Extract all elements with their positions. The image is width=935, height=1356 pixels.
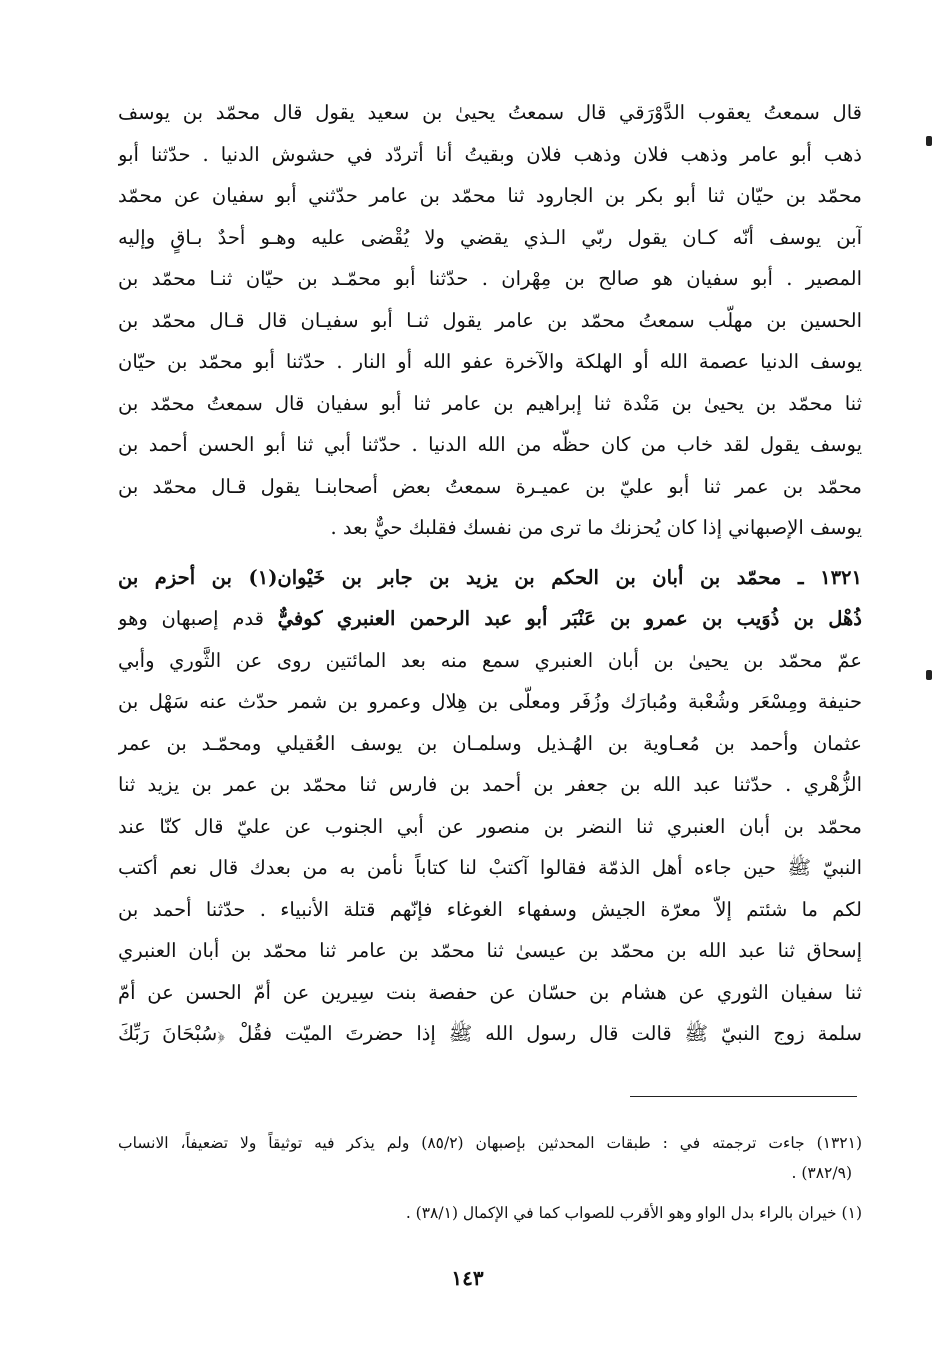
text-line: يوسف الإصبهاني إذا كان يُحزنك ما ترى من نفسك فقلبك حيٌّ بعد . <box>330 516 862 539</box>
text-line: ثنا محمّد بن يحيىٰ بن مَنْدة ثنا إبراهيم بن عامر ثنا أبو سفيان قال سمعتُ محمّد بن <box>118 391 862 415</box>
footnote-1321-line-1: (١٣٢١) جاءت ترجمته في : طبقات المحدثين بإصبهان (٨٥/٢) ولم يذكر فيه توثيقاً ولا تضعيفاً، الانساب <box>118 1134 862 1152</box>
text-line: ذهب أبو عامر وذهب فلان وذهب فلان وبقيتُ أنا أتردّد في حشوش الدنيا . حدّثنا أبو <box>118 142 862 166</box>
entry-heading-line-2 <box>118 598 862 640</box>
margin-mark-middle <box>926 670 932 680</box>
entry-heading: ١٣٢١ ـ محمّد بن أبان بن الحكم بن يزيد بن جابر بن خَيْوان(١) بن أحزم بن <box>118 565 862 589</box>
text-line: قال سمعتُ يعقوب الدَّوْرَقي قال سمعتُ يحيىٰ بن سعيد يقول قال محمّد بن يوسف <box>118 101 862 124</box>
text-line: ثنا سفيان الثوري عن هشام بن حسّان عن حفصة بنت سِيرين عن أمّ الحسن عن أمّ <box>118 980 862 1004</box>
footnote-1321-line-2: (٣٨٢/٩) . <box>791 1164 852 1182</box>
entry-heading-tail: قدم إصبهان وهو <box>118 607 264 630</box>
page-number: ١٤٣ <box>451 1266 484 1290</box>
text-line: النبيّ ﷺ حين جاءه أهل الذمّة فقالوا آكتبْ لنا كتاباً نأمن به من بعدك قال نعم أكتب <box>118 856 862 879</box>
text-line: لكم ما شئتم إلاّ معرّة الجيش وسفهاء الغوغاء فإنّهم قتلة الأنبياء . حدّثنا أحمد بن <box>118 897 862 921</box>
text-line: يوسف يقول لقد خاب من كان حظّه من الله الدنيا . حدّثنا أبي ثنا أبو الحسن أحمد بن <box>118 433 862 456</box>
text-line: عمّ محمّد بن يحيىٰ بن أبان العنبري سمع منه بعد المائتين روى عن الثَّوري وأبي <box>118 648 862 672</box>
text-line: عثمان وأحمد بن مُعـاوية بن الهُـذيل وسلمـان بن يوسف العُقيلي ومحمّـد بن عمر <box>118 731 862 755</box>
text-line: محمّد بن أبان العنبري ثنا النضر بن منصور عن أبي الجنوب عن عليّ قال كنّا عند <box>118 814 862 838</box>
text-line: إسحاق ثنا عبد الله بن محمّد بن عيسىٰ ثنا محمّد بن عامر ثنا محمّد بن أبان العنبري <box>118 939 862 962</box>
text-line: الحسين بن مهلّب سمعتُ محمّد بن عامر يقول ثنـا أبو سفيـان قال قـال محمّد بن <box>118 308 862 332</box>
main-text <box>118 92 862 1055</box>
footnote-1: (١) خيران بالراء بدل الواو وهو الأقرب للصواب كما في الإكمال (٣٨/١) . <box>405 1204 862 1222</box>
text-line: المصير . أبو سفيان هو صالح بن مِهْران . حدّثنا أبو محمّـد بن حيّان ثنـا محمّد بن <box>118 267 862 290</box>
text-line: يوسف الدنيا عصمة الله أو الهلكة والآخرة عفو الله أو النار . حدّثنا أبو محمّد بن حيّان <box>118 350 862 373</box>
text-line: سلمة زوج النبيّ ﷺ قالت قال رسول الله ﷺ إذا حضرتَ الميّت فقُلْ ﴿سُبْحَانَ رَبِّكَ <box>118 1022 862 1045</box>
text-line: محمّد بن حيّان ثنا أبو بكر بن الجارود ثنا محمّد بن عامر حدّثني أبو سفيان عن محمّد <box>118 184 862 207</box>
text-line: الزُّهْري . حدّثنا عبد الله بن جعفر بن أحمد بن فارس ثنا محمّد بن عمر بن يزيد ثنا <box>118 773 862 796</box>
entry-heading-name: ذُهْل بن ذُوَيب بن عمرو بن عَنْبَر أبو عبد الرحمن العنبري كوفيٌّ <box>277 607 862 630</box>
text-line: حنيفة ومِسْعَر وشُعْبة ومُبارَك وزُفَر ومعلّى بن هِلال وعمرو بن شمر حدّث عنه سَهْل بن <box>118 690 862 713</box>
footnote-divider <box>630 1096 857 1097</box>
text-line: آبن يوسف أنّه كـان يقول ربّي الـذي يقضي ولا يُقْضى عليه وهـو أحدٌ بـاقٍ وإليه <box>118 225 862 249</box>
text-line: محمّد بن عمر ثنا أبو عليّ بن عميـرة سمعتُ بعض أصحابنـا يقول قـال محمّد بن <box>118 474 862 498</box>
margin-mark-top <box>926 136 932 146</box>
footnotes <box>118 1128 862 1228</box>
